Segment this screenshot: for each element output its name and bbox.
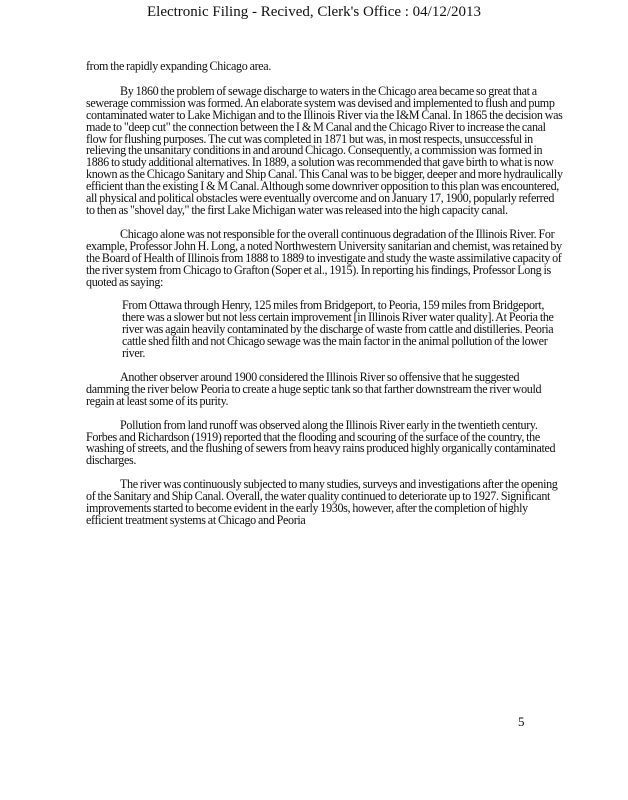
filing-header: Electronic Filing - Recived, Clerk's Office : 04/12/2013	[146, 4, 482, 20]
paragraph-septic-tank: Another observer around 1900 considered the Illinois River so offensive that he suggested damming the river below Peoria to create a huge septic tank so that farther downstream the river would regain at least some of its purity.	[86, 369, 542, 408]
paragraph-continuation: from the rapidly expanding Chicago area.	[86, 59, 271, 73]
paragraph-studies: The river was continuously subjected to many studies, surveys and investigations after the opening of the Sanitary and Ship Canal. Overall, the water quality continued to deteriorate up to 1927. Significant improvements started to become evident in the early 1930s, however, after the completion of highly efficient treatment systems at Chicago and Peoria	[86, 477, 558, 527]
paragraph-chicago-responsibility: Chicago alone was not responsible for the overall continuous degradation of the Illinois River. For example, Professor John H. Long, a noted Northwestern University sanitarian and chemist, was retained by the Board of Health of Illinois from 1888 to 1889 to investigate and study the waste assimilative capacity of the river system from Chicago to Grafton (Soper et al., 1915). In reporting his findings, Professor Long is quoted as saying:	[86, 226, 562, 289]
document-body	[86, 61, 564, 539]
paragraph-sewage-history: By 1860 the problem of sewage discharge to waters in the Chicago area became so great that a sewerage commission was formed. An elaborate system was devised and implemented to flush and pump contaminated water to Lake Michigan and to the Illinois River via the I&M Canal. In 1865 the decision was made to "deep cut" the connection between the I & M Canal and the Chicago River to increase the canal flow for flushing purposes. The cut was completed in 1871 but was, in most respects, unsuccessful in relieving the unsanitary conditions in and around Chicago. Consequently, a commission was formed in 1886 to study additional alternatives. In 1889, a solution was recommended that gave birth to what is now known as the Chicago Sanitary and Ship Canal. This Canal was to be bigger, deeper and more hydraulically efficient than the existing I & M Canal. Although some downriver opposition to this plan was encountered, all physical and political obstacles were eventually overcome and on January 17, 1900, popularly referred to then as "shovel day," the first Lake Michigan water was released into the high capacity canal.	[86, 83, 563, 217]
block-quote-long: From Ottawa through Henry, 125 miles from Bridgeport, to Peoria, 159 miles from Bridgeport, there was a slower but not less certain improvement [in Illinois River water quality]. At Peoria the river was again heavily contaminated by the discharge of waste from cattle and distilleries. Peoria cattle shed filth and not Chicago sewage was the main factor in the animal pollution of the lower river.	[122, 298, 554, 361]
page-number: 5	[518, 714, 525, 729]
paragraph-land-runoff: Pollution from land runoff was observed along the Illinois River early in the twentieth century. Forbes and Richardson (1919) reported that the flooding and scouring of the surface of the country, the washing of streets, and the flushing of sewers from heavy rains produced highly organically contaminated discharges.	[86, 417, 556, 468]
